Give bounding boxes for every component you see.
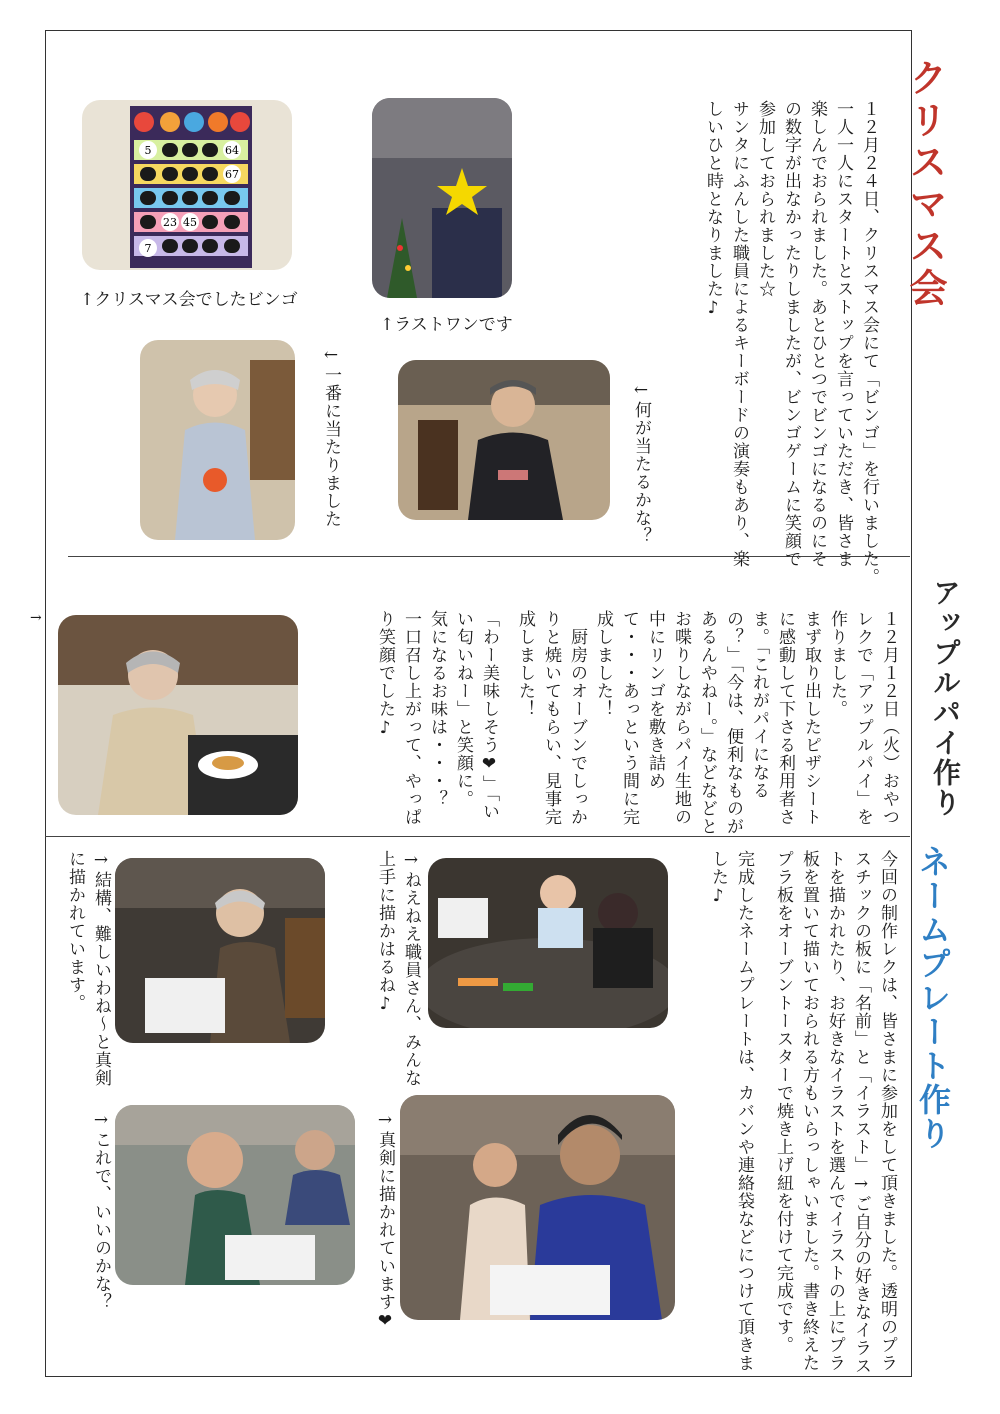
bingo-caption: ↑クリスマス会でしたビンゴ [80, 290, 298, 310]
difficult-photo [115, 858, 325, 1043]
christmas-title: クリスマス会 [903, 58, 947, 310]
apple-pie-photo [58, 615, 298, 815]
is-this-ok-caption: →これで、いいのかな？ [91, 1110, 111, 1311]
serious-photo [400, 1095, 675, 1320]
nenene-caption: →ねえねえ職員さん、みんな 上手に描かはるね♪ [375, 850, 421, 1087]
apple-pie-body-2: 厨房のオーブンでしっか りと焼いてもらい、見事完 成しました！ [515, 610, 587, 826]
bingo-number: 23 [163, 216, 177, 229]
bingo-card-image [82, 100, 292, 270]
what-win-photo [398, 360, 610, 520]
last-one-caption: ↑ラストワンです [380, 315, 513, 335]
nameplate-title: ネームプレート作り [914, 845, 952, 1151]
bingo-number: 45 [183, 216, 197, 229]
bingo-photo [82, 100, 292, 270]
apple-pie-body: １２月１２日（火）おやつ レクで「アップルパイ」を 作りました。 まず取り出したピザシート に感動して下さる利用者さ ま。「これがパイになる の？」「今は、便利なものが あるんやねー。」などなどと お喋りしながらパイ生地の 中にリンゴを敷き詰め て・・・あっという間に完 成しました！ [593, 610, 899, 836]
apple-pie-title: アップルパイ作り [929, 578, 962, 818]
serious-caption: →真剣に描かれています❤ [375, 1110, 395, 1332]
bingo-number: 64 [225, 144, 239, 157]
difficult-caption: →結構、難しいわね～と真剣 に描かれています。 [65, 850, 111, 1087]
bingo-number: 5 [144, 144, 152, 157]
apple-arrow-mark: → [30, 610, 42, 626]
bingo-number: 67 [225, 168, 239, 181]
first-win-caption: ←一番に当たりました [321, 345, 341, 528]
nameplate-body: 今回の制作レクは、皆さまに参加をして頂きました。透明のプラ スチックの板に「名前」と「イラスト」→ご自分の好きなイラス トを描かれたり、お好きなイラストを選んでイラストの上にプラ 板を置いて描いておられる方もいらっしゃいました。書き終えた プラ板をオーブントースターで焼き上げ紐を付けて完成です。 [773, 850, 897, 1375]
what-win-caption: ←何が当たるかな？ [631, 380, 651, 545]
apple-pie-body-3: 「わー美味しそう❤」「い い匂いねー」と笑顔に。 気になるお味は・・・？ 一口召し上がって、やっぱ り笑顔でした♪ [375, 610, 499, 826]
section-divider-2 [45, 836, 910, 837]
nameplate-body-2: 完成したネームプレートは、カバンや連絡袋などにつけて頂きま した♪ [708, 850, 754, 1372]
first-win-photo [140, 340, 295, 540]
is-this-ok-photo [115, 1105, 355, 1285]
nenene-photo [428, 858, 668, 1028]
bingo-number: 7 [144, 242, 152, 255]
christmas-body: １２月２４日、クリスマス会にて「ビンゴ」を行いました。 一人一人にスタートとストップを言っていただき、皆さま 楽しんでおられました。あとひとつでビンゴになるのにそ の数字が出なかったりしましたが、ビンゴゲームに笑顔で 参加しておられました☆ サンタにふんした職員によるキーボードの演奏もあり、楽 しいひと時となりました♪ [703, 100, 879, 586]
last-one-photo [372, 98, 512, 298]
